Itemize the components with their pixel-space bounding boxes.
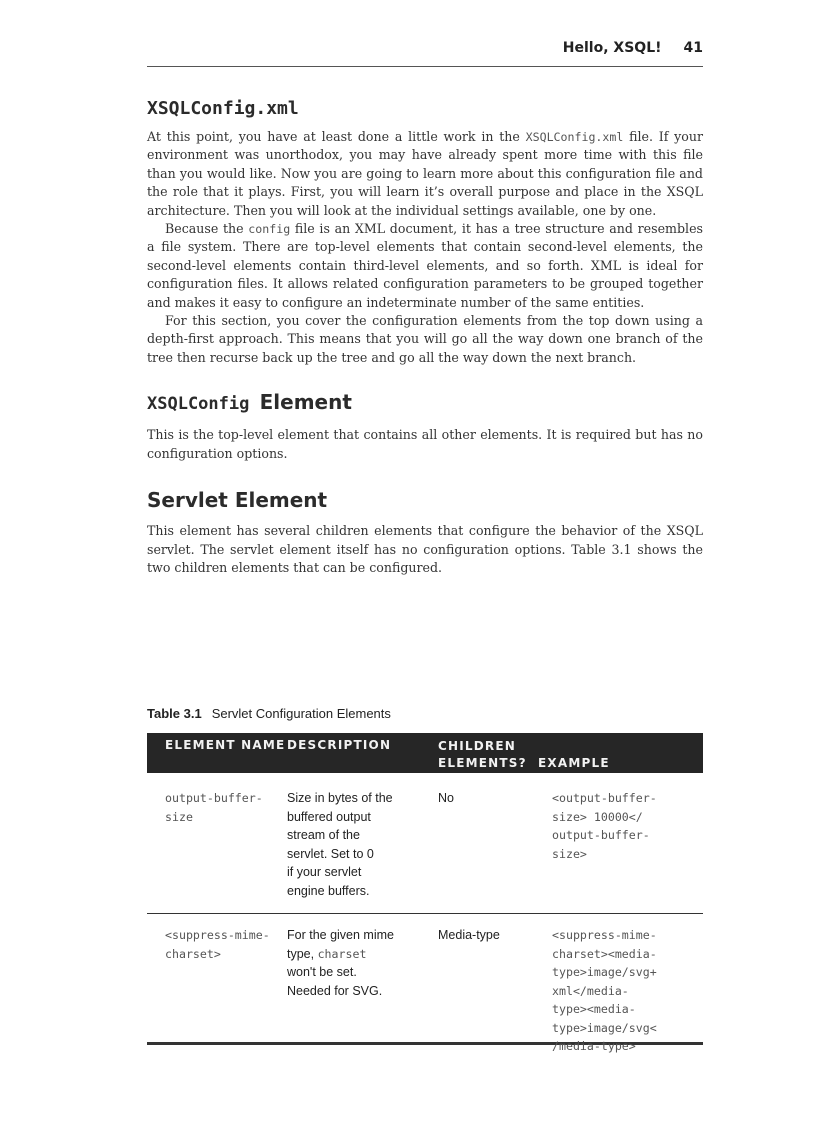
header-children-elements: CHILDREN ELEMENTS? (438, 739, 527, 770)
heading-word: Element (259, 390, 352, 415)
header-description: DESCRIPTION (287, 738, 392, 752)
cell-line: /media-type> (552, 1039, 636, 1053)
text-run: type, (287, 946, 318, 961)
table-caption (147, 706, 391, 721)
paragraph (147, 128, 703, 220)
cell-line: won't be set. (287, 965, 357, 979)
cell-element-name (165, 926, 285, 963)
table-header (147, 733, 703, 773)
cell-line: servlet. Set to 0 (287, 846, 374, 861)
cell-line: output-buffer- (165, 791, 263, 805)
table-number: Table 3.1 (147, 706, 202, 721)
cell-line: type><media- (552, 1002, 636, 1016)
cell-line: <suppress-mime- (552, 928, 657, 942)
cell-line: stream of the (287, 828, 360, 842)
cell-line: <output-buffer- (552, 791, 657, 805)
table-title: Servlet Configuration Elements (211, 706, 391, 721)
page-number: 41 (683, 40, 703, 56)
cell-line: Needed for SVG. (287, 983, 383, 998)
cell-line: size> (552, 846, 587, 861)
servlet-config-table (147, 733, 703, 1053)
paragraph: For this section, you cover the configuration elements from the top down using a depth-first approach. This means that you will go all the way down one branch of the tree then recurse back up the tree and go all the way down the next branch. (147, 313, 703, 365)
heading-code: XSQLConfig (147, 394, 250, 415)
cell-line: charset> (165, 946, 221, 961)
section-heading-servlet-element: Servlet Element (147, 488, 328, 513)
section-heading-xsqlconfig-element (147, 389, 703, 417)
cell-line: engine buffers. (287, 883, 370, 898)
text-run: file. If your environment was unorthodox, you may have already spent more time with this file than you would like. Now you are going to learn more about this configuration file and the role that it plays. First, you will learn it’s overall purpose and place in the XSQL architecture. Then you will look at the individual settings available, one by one. (147, 129, 704, 218)
cell-line: size> 10000</ (552, 809, 643, 824)
running-head (147, 40, 703, 67)
section-heading-xsqlconfig-xml: XSQLConfig.xml (147, 98, 299, 119)
cell-line: charset><media- (552, 946, 657, 961)
cell-line: Size in bytes of the (287, 791, 393, 805)
inline-code: config (248, 222, 291, 237)
cell-line (287, 945, 432, 964)
table-row (147, 783, 703, 914)
inline-code: XSQLConfig.xml (525, 130, 624, 144)
cell-line: size (165, 809, 193, 824)
text-run: file is an XML document, it has a tree structure and resembles a file system. There are top-level elements that contain second-level elements, the second-level elements contain third-level elements, and so forth. XML is ideal for configuration files. It allows related configuration parameters to be grouped together and makes it easy to configure an indeterminate number of the same entities. (147, 221, 703, 310)
cell-description (287, 789, 432, 900)
running-head-title: Hello, XSQL! (562, 40, 662, 56)
cell-description (287, 926, 432, 1000)
inline-code: charset (317, 946, 367, 961)
cell-line: if your servlet (287, 865, 362, 879)
cell-line: buffered output (287, 809, 371, 824)
cell-line: type>image/svg+ (552, 965, 657, 979)
cell-line: type>image/svg< (552, 1020, 657, 1035)
cell-line: output-buffer- (552, 828, 650, 842)
paragraph: This is the top-level element that contains all other elements. It is required but has no configuration options. (147, 427, 703, 461)
header-element-name: ELEMENT NAME (165, 738, 286, 752)
text-run: At this point, you have at least done a little work in the (147, 129, 526, 144)
page-body (147, 96, 703, 577)
cell-line: For the given mime (287, 928, 394, 942)
table-row (147, 914, 703, 1053)
cell-example (552, 926, 702, 1056)
cell-line: xml</media- (552, 983, 629, 998)
header-example: EXAMPLE (538, 756, 610, 770)
cell-children: Media-type (438, 928, 500, 942)
cell-example (552, 789, 702, 863)
paragraph (147, 220, 703, 312)
cell-children: No (438, 791, 454, 805)
cell-element-name (165, 789, 285, 826)
cell-line: <suppress-mime- (165, 928, 270, 942)
paragraph: This element has several children elements that configure the behavior of the XSQL servlet. The servlet element itself has no configuration options. Table 3.1 shows the two children elements that can be configured. (147, 523, 703, 575)
text-run: Because the (165, 221, 249, 237)
